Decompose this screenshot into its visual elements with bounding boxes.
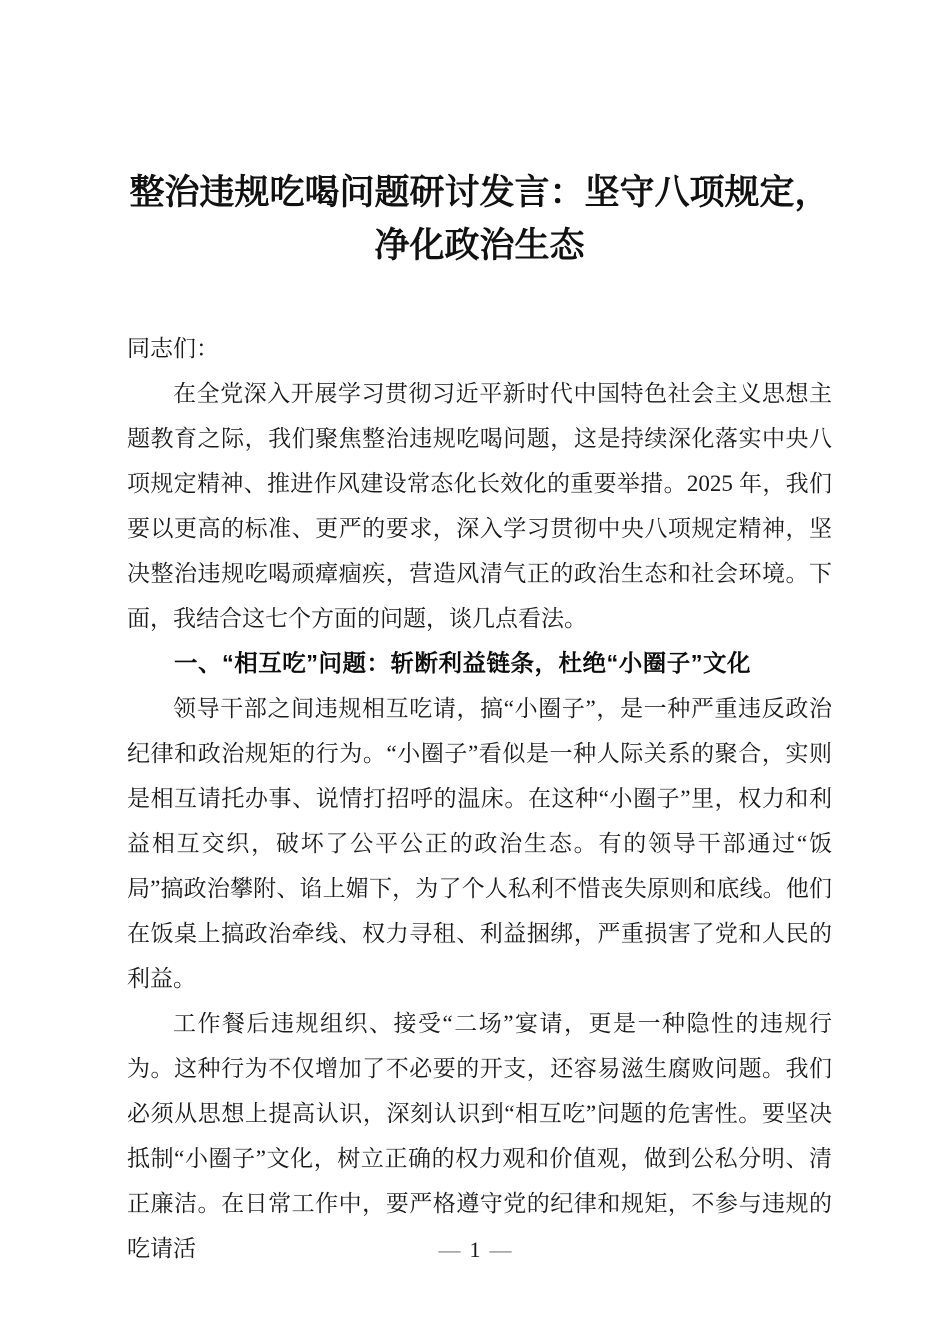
document-title — [127, 166, 832, 272]
footer-dash-right: — — [489, 1237, 512, 1262]
page-footer — [0, 1234, 950, 1266]
section1-paragraph-2: 工作餐后违规组织、接受“二场”宴请，更是一种隐性的违规行为。这种行为不仅增加了不必要的开支，还容易滋生腐败问题。我们必须从思想上提高认识，深刻认识到“相互吃”问题的危害性。要坚决抵制“小圈子”文化，树立正确的权力观和价值观，做到公私分明、清正廉洁。在日常工作中，要严格遵守党的纪律和规矩，不参与违规的吃请活 — [127, 1011, 832, 1261]
document-content — [127, 0, 832, 1271]
document-title-line-1: 整治违规吃喝问题研讨发言：坚守八项规定， — [129, 173, 830, 212]
page-number: 1 — [469, 1237, 481, 1262]
document-title-line-2: 净化政治生态 — [374, 226, 585, 265]
section1-paragraph-1: 领导干部之间违规相互吃请，搞“小圈子”，是一种严重违反政治纪律和政治规矩的行为。“小圈子”看似是一种人际关系的聚合，实则是相互请托办事、说情打招呼的温床。在这种“小圈子”里，权力和利益相互交织，破坏了公平公正的政治生态。有的领导干部通过“饭局”搞政治攀附、谄上媚下，为了个人私利不惜丧失原则和底线。他们在饭桌上搞政治牵线、权力寻租、利益捆绑，严重损害了党和人民的利益。 — [127, 696, 832, 991]
section-heading-1: 一、“相互吃”问题：斩断利益链条，杜绝“小圈子”文化 — [174, 650, 751, 676]
intro-paragraph: 在全党深入开展学习贯彻习近平新时代中国特色社会主义思想主题教育之际，我们聚焦整治违规吃喝问题，这是持续深化落实中央八项规定精神、推进作风建设常态化长效化的重要举措。2025 年，我们要以更高的标准、更严的要求，深入学习贯彻中央八项规定精神，坚决整治违规吃喝顽瘴痼疾，营造风清气正的政治生态和社会环境。下面，我结合这七个方面的问题，谈几点看法。 — [127, 381, 832, 631]
document-body — [127, 326, 832, 1271]
salutation: 同志们： — [127, 336, 219, 361]
footer-dash-left: — — [438, 1237, 461, 1262]
